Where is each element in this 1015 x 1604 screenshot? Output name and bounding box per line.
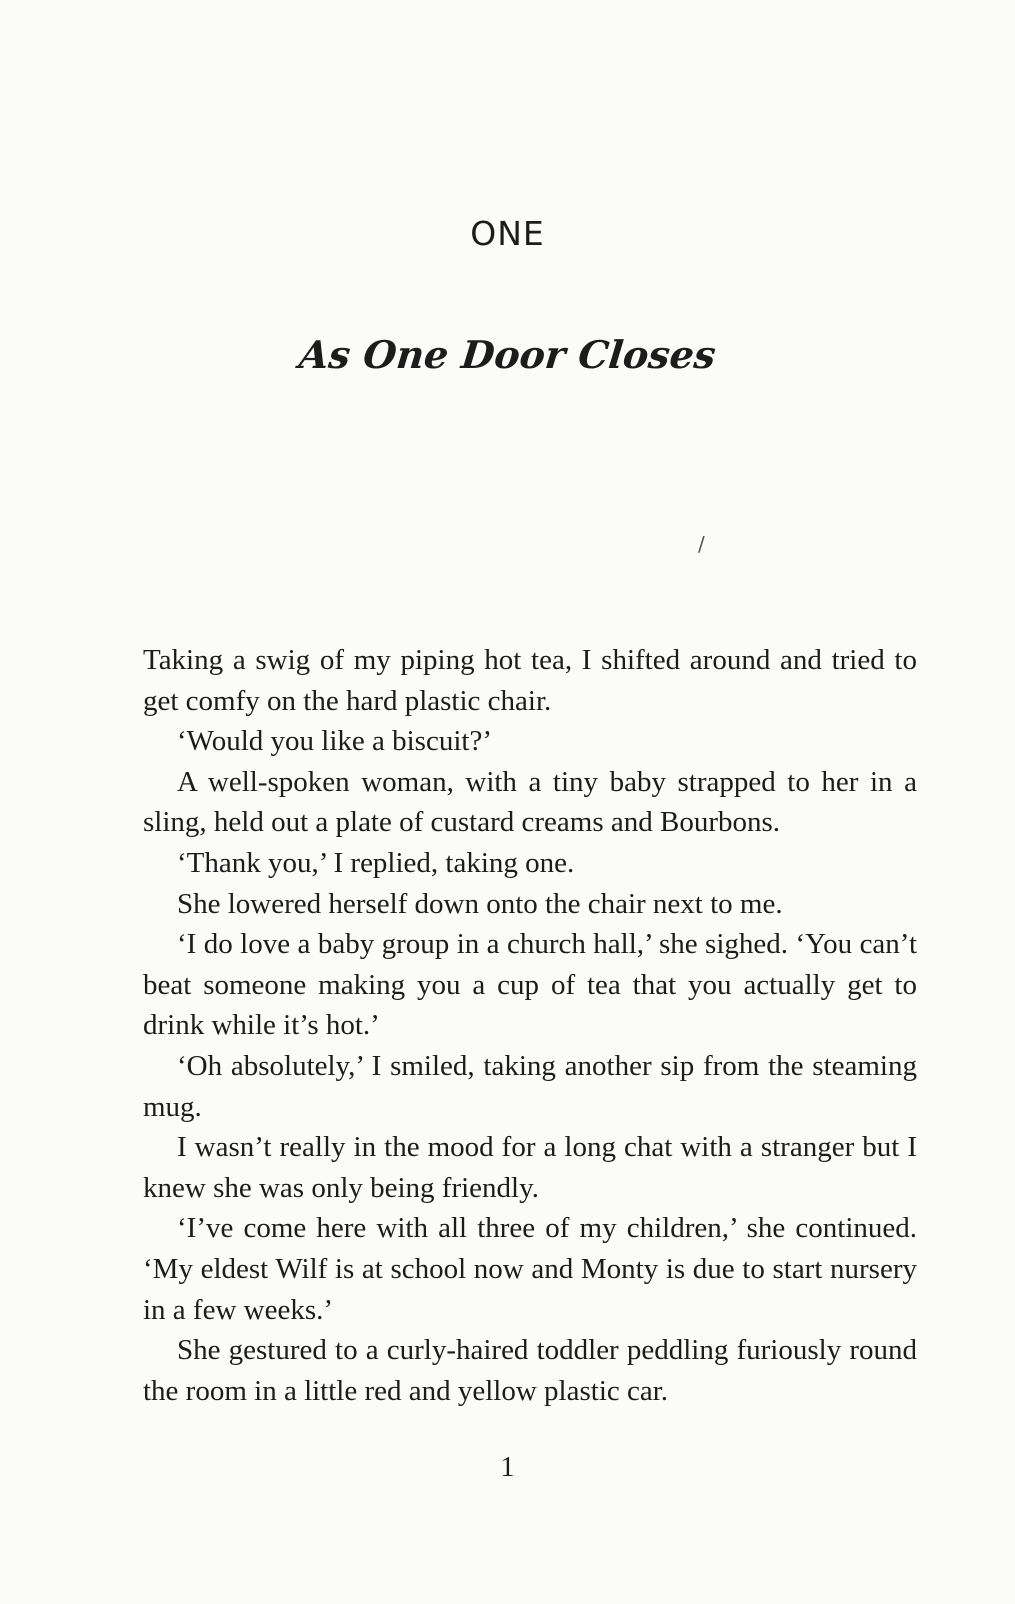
paragraph: ‘Oh absolutely,’ I smiled, taking another sip from the steaming mug. (143, 1049, 917, 1123)
paragraph: Taking a swig of my piping hot tea, I shifted around and tried to get comfy on the hard plastic chair. (143, 644, 917, 717)
chapter-title: As One Door Closes (297, 332, 718, 377)
paragraph: ‘Would you like a biscuit?’ (177, 725, 492, 758)
paragraph: ‘I do love a baby group in a church hall,’ she sighed. ‘You can’t beat someone making you a cup of tea that you actually get to drink while it’s hot.’ (143, 928, 917, 1042)
page-number: 1 (500, 1452, 515, 1483)
chapter-number: ONE (470, 214, 545, 253)
chapter-body (143, 640, 917, 1411)
paragraph: She gestured to a curly-haired toddler peddling furiously round the room in a little red and yellow plastic car. (143, 1334, 917, 1407)
paragraph: I wasn’t really in the mood for a long chat with a stranger but I knew she was only being friendly. (143, 1131, 917, 1204)
paragraph: A well-spoken woman, with a tiny baby strapped to her in a sling, held out a plate of custard creams and Bourbons. (143, 765, 917, 839)
stray-pen-mark: / (698, 532, 705, 556)
paragraph: ‘I’ve come here with all three of my children,’ she continued. ‘My eldest Wilf is at school now and Monty is due to start nursery in a few weeks.’ (143, 1212, 917, 1326)
paragraph: She lowered herself down onto the chair next to me. (177, 887, 783, 920)
paragraph: ‘Thank you,’ I replied, taking one. (177, 846, 575, 879)
